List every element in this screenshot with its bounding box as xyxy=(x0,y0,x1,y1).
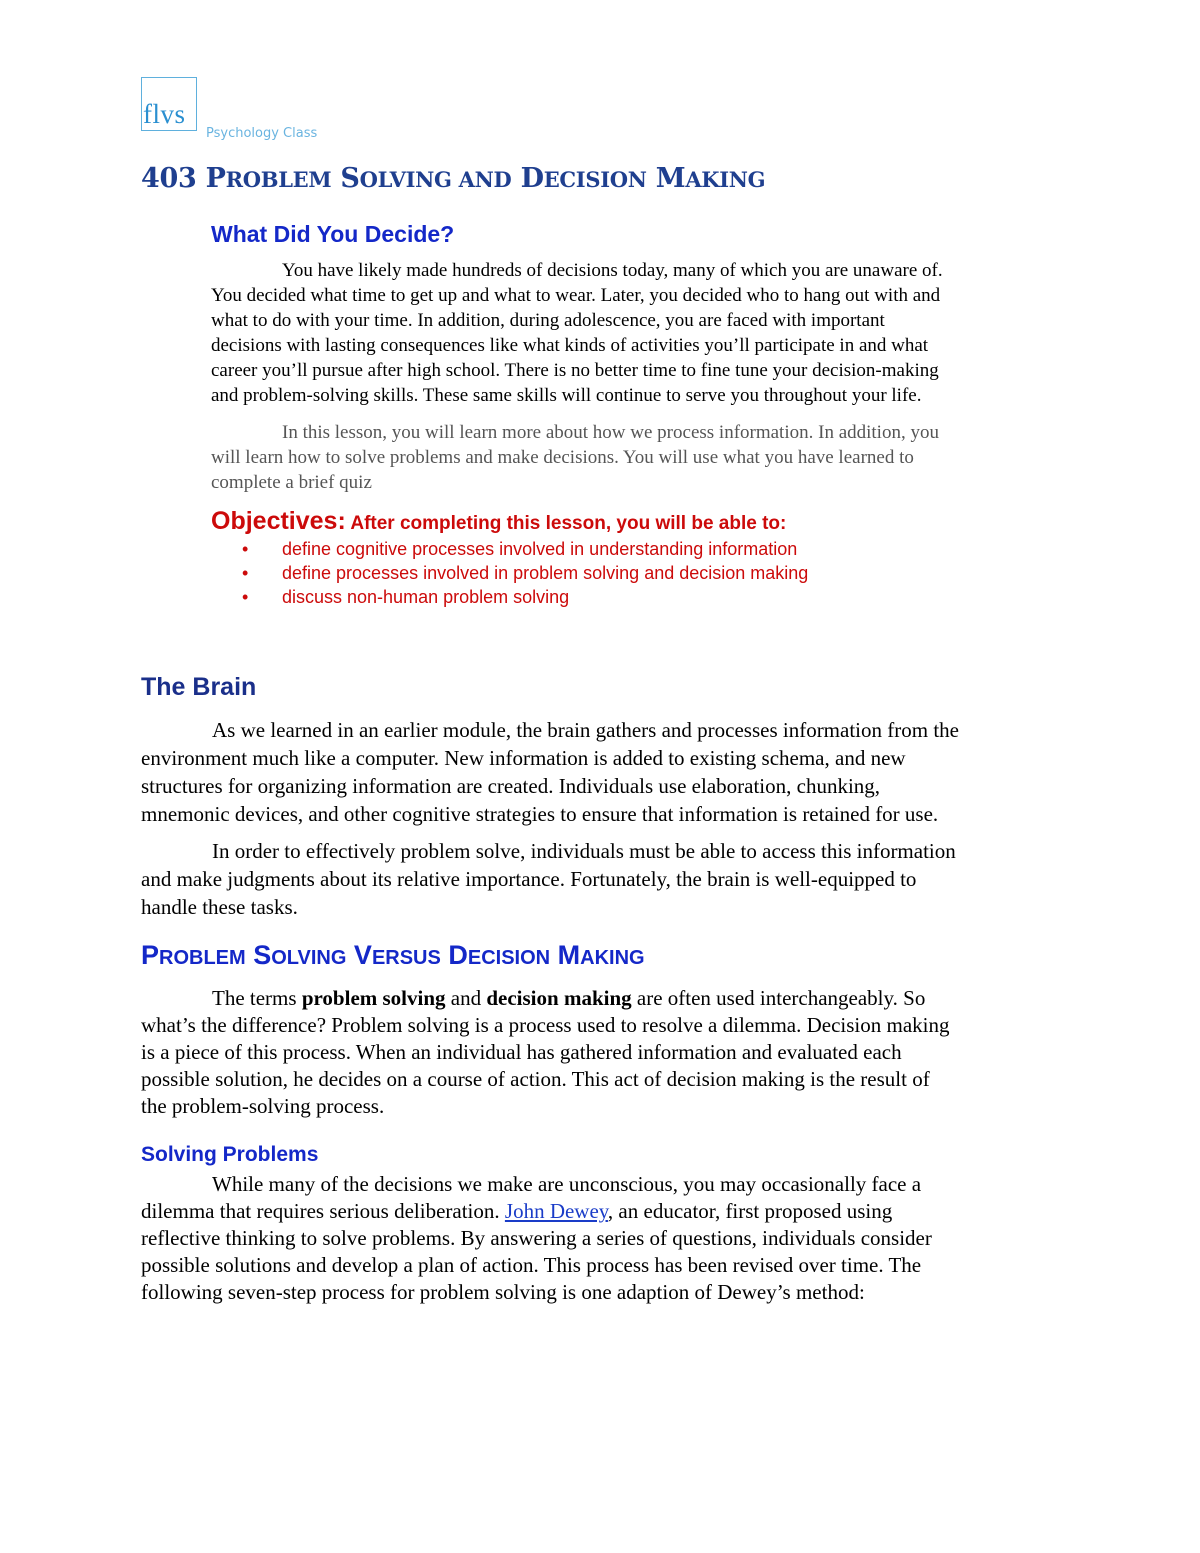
class-label: Psychology Class xyxy=(206,126,318,141)
john-dewey-link[interactable]: John Dewey xyxy=(504,1199,608,1223)
intro-paragraph: You have likely made hundreds of decisions today, many of which you are unaware of. You decided what time to get up and what to wear. Later, you decided who to hang out with and what to do with your time. In addition, during adolescence, you are faced with important decisions with lasting consequences like what kinds of activities you’ll participate in and what career you’ll pursue after high school. There is no better time to fine tune your decision-making and problem-solving skills. These same skills will continue to serve you throughout your life. xyxy=(211,260,943,406)
page-title: 403 PROBLEM SOLVING AND DECISION MAKING xyxy=(141,163,766,194)
list-item: • define processes involved in problem solving and decision making xyxy=(211,561,808,585)
bullet-icon: • xyxy=(242,563,249,583)
bullet-icon: • xyxy=(242,587,249,607)
lesson-overview-paragraph: In this lesson, you will learn more about how we process information. In addition, you will learn how to solve problems and make decisions. You will use what you have learned to complete a brief quiz xyxy=(211,422,939,493)
section-heading-the-brain: The Brain xyxy=(141,673,257,701)
objectives-heading: Objectives: After completing this lesson, you will be able to: xyxy=(211,507,787,535)
list-item: • discuss non-human problem solving xyxy=(211,585,808,609)
section-heading-solving-problems: Solving Problems xyxy=(141,1143,319,1166)
list-item: • define cognitive processes involved in understanding information xyxy=(211,537,808,561)
solving-paragraph: While many of the decisions we make are unconscious, you may occasionally face a dilemma that requires serious deliberation. John Dewey, an educator, first proposed using reflective thinking to solve problems. By answering a series of questions, individuals consider possible solutions and develop a plan of action. This process has been revised over time. The following seven-step process for problem solving is one adaption of Dewey’s method: xyxy=(141,1172,932,1304)
section-heading-problem-solving-versus-decision-making: PROBLEM SOLVING VERSUS DECISION MAKING xyxy=(141,940,645,970)
versus-paragraph: The terms problem solving and decision making are often used interchangeably. So what’s the difference? Problem solving is a process used to resolve a dilemma. Decision making is a piece of this process. When an individual has gathered information and evaluated each possible solution, he decides on a course of action. This act of decision making is the result of the problem-solving process. xyxy=(141,986,950,1118)
flvs-logo: flvs xyxy=(143,99,186,129)
brain-paragraph-1: As we learned in an earlier module, the brain gathers and processes information from the environment much like a computer. New information is added to existing schema, and new structures for organizing information are created. Individuals use elaboration, chunking, mnemonic devices, and other cognitive strategies to ensure that information is retained for use. xyxy=(141,718,959,826)
section-heading-what-did-you-decide: What Did You Decide? xyxy=(211,221,455,247)
bullet-icon: • xyxy=(242,539,249,559)
brain-paragraph-2: In order to effectively problem solve, individuals must be able to access this information and make judgments about its relative importance. Fortunately, the brain is well-equipped to handle these tasks. xyxy=(141,839,956,919)
title-number: 403 xyxy=(141,163,197,194)
objectives-list xyxy=(211,537,808,609)
